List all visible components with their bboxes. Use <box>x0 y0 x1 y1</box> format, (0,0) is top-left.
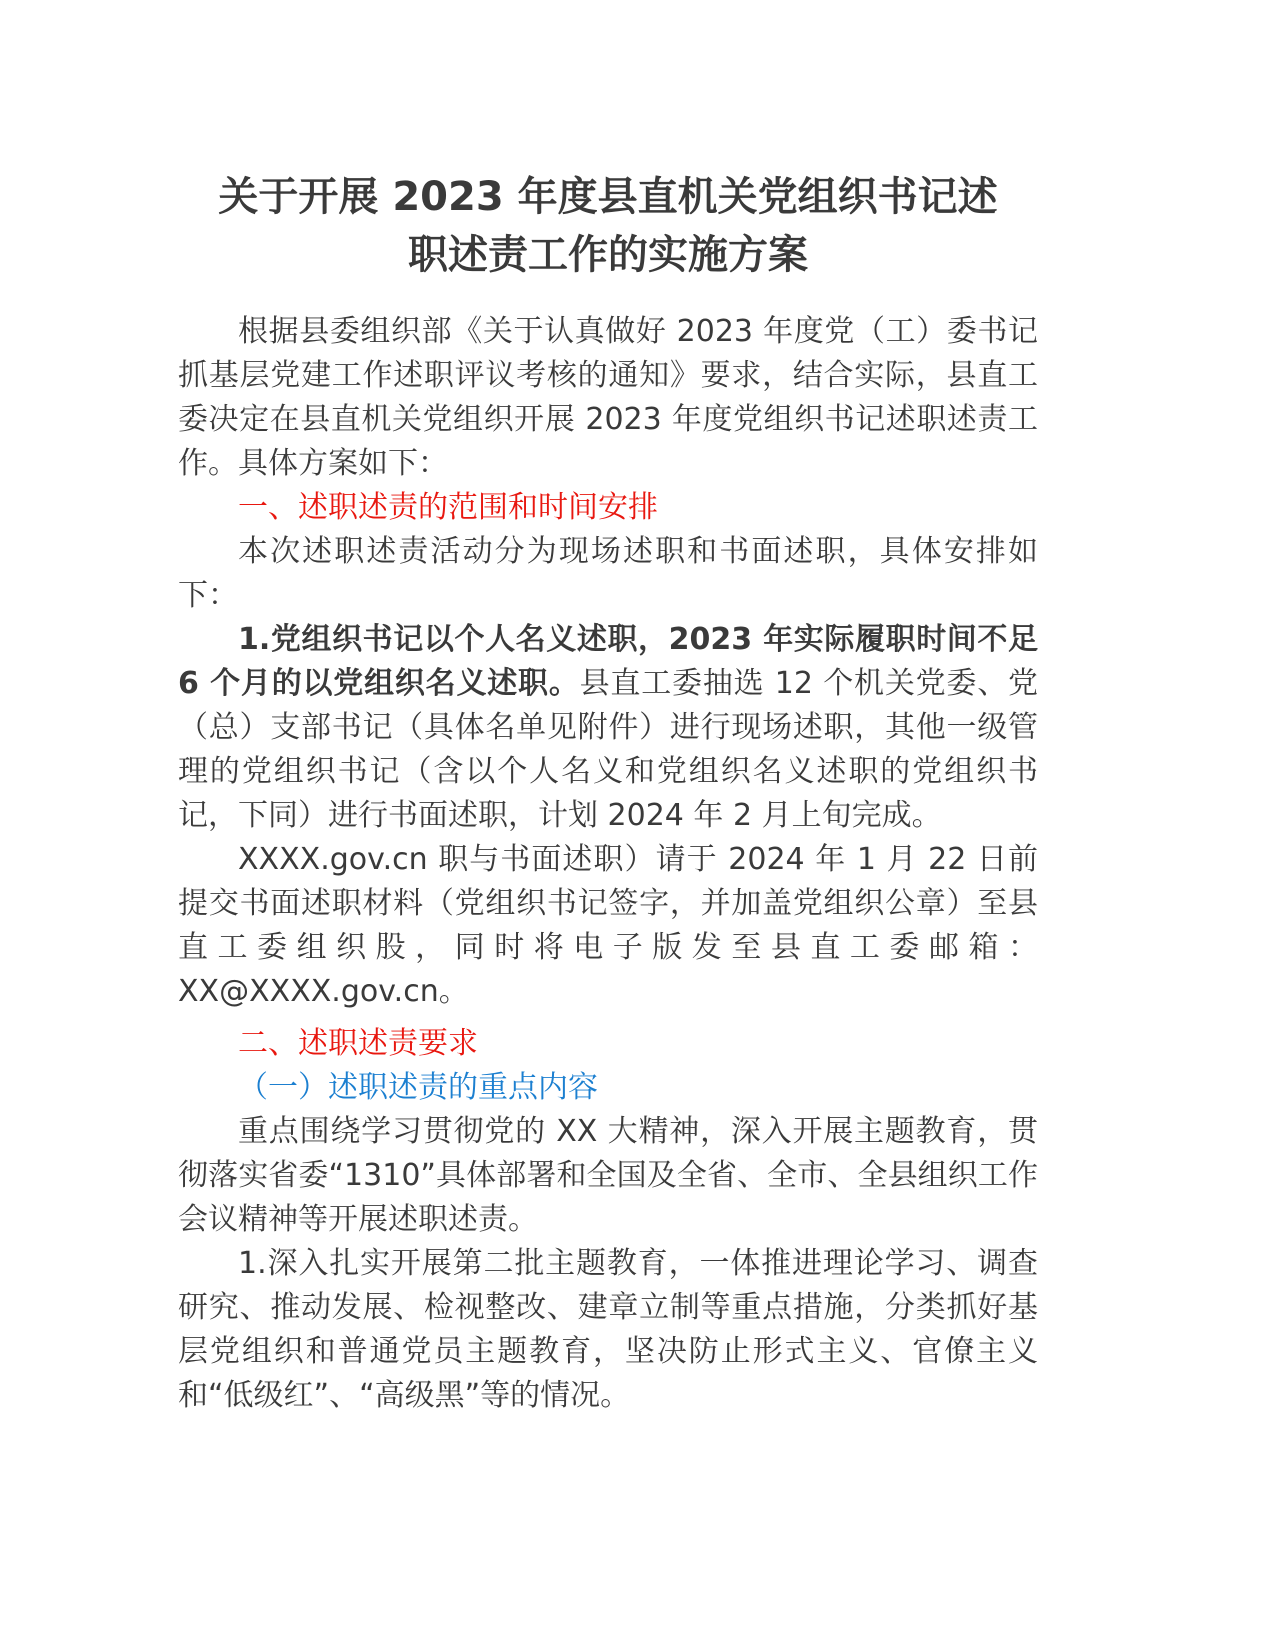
paragraph-item-1: 1.深入扎实开展第二批主题教育，一体推进理论学习、调查研究、推动发展、检视整改、建章立制等重点措施，分类抓好基层党组织和普通党员主题教育，坚决防止形式主义、官僚主义和“低级红”、“高级黑”等的情况。 <box>178 1246 1038 1413</box>
paragraph-arrangement: 本次述职述责活动分为现场述职和书面述职，具体安排如下： <box>178 534 1038 613</box>
paragraph-key-content: 重点围绕学习贯彻党的 XX 大精神，深入开展主题教育，贯彻落实省委“1310”具体部署和全国及全省、全市、全县组织工作会议精神等开展述职述责。 <box>178 1114 1038 1237</box>
section-heading-1: 一、述职述责的范围和时间安排 <box>238 490 658 525</box>
paragraph-body: 县直工委抽选 12 个机关党委、党（总）支部书记（具体名单见附件）进行现场述职，其他一级管理的党组织书记（含以个人名义和党组织名义述职的党组织书记，下同）进行书面述职，计划 2024 年 2 月上旬完成。 <box>178 666 1038 833</box>
paragraph-bold-lead: 1.党组织书记以个人名义述职，2023 年实际履职时间不足 6 个月的以党组织名义述职。 <box>178 622 1038 701</box>
subsection-heading-1: （一）述职述责的重点内容 <box>238 1070 598 1105</box>
section-heading-2: 二、述职述责要求 <box>238 1026 478 1061</box>
document-page <box>178 168 1038 1418</box>
document-title <box>174 168 1042 284</box>
title-line-2: 职述责工作的实施方案 <box>408 232 808 278</box>
intro-paragraph: 根据县委组织部《关于认真做好 2023 年度党（工）委书记抓基层党建工作述职评议考核的通知》要求，结合实际，县直工委决定在县直机关党组织开展 2023 年度党组织书记述职述责工作。具体方案如下： <box>178 314 1038 481</box>
paragraph-written-report: XXXX.gov.cn 职与书面述职）请于 2024 年 1 月 22 日前提交书面述职材料（党组织书记签字，并加盖党组织公章）至县直工委组织股，同时将电子版发至县直工委邮箱：XX@XXXX.gov.cn。 <box>178 842 1038 1009</box>
title-line-1: 关于开展 2023 年度县直机关党组织书记述 <box>218 174 998 220</box>
paragraph-on-site-report <box>178 618 1038 838</box>
